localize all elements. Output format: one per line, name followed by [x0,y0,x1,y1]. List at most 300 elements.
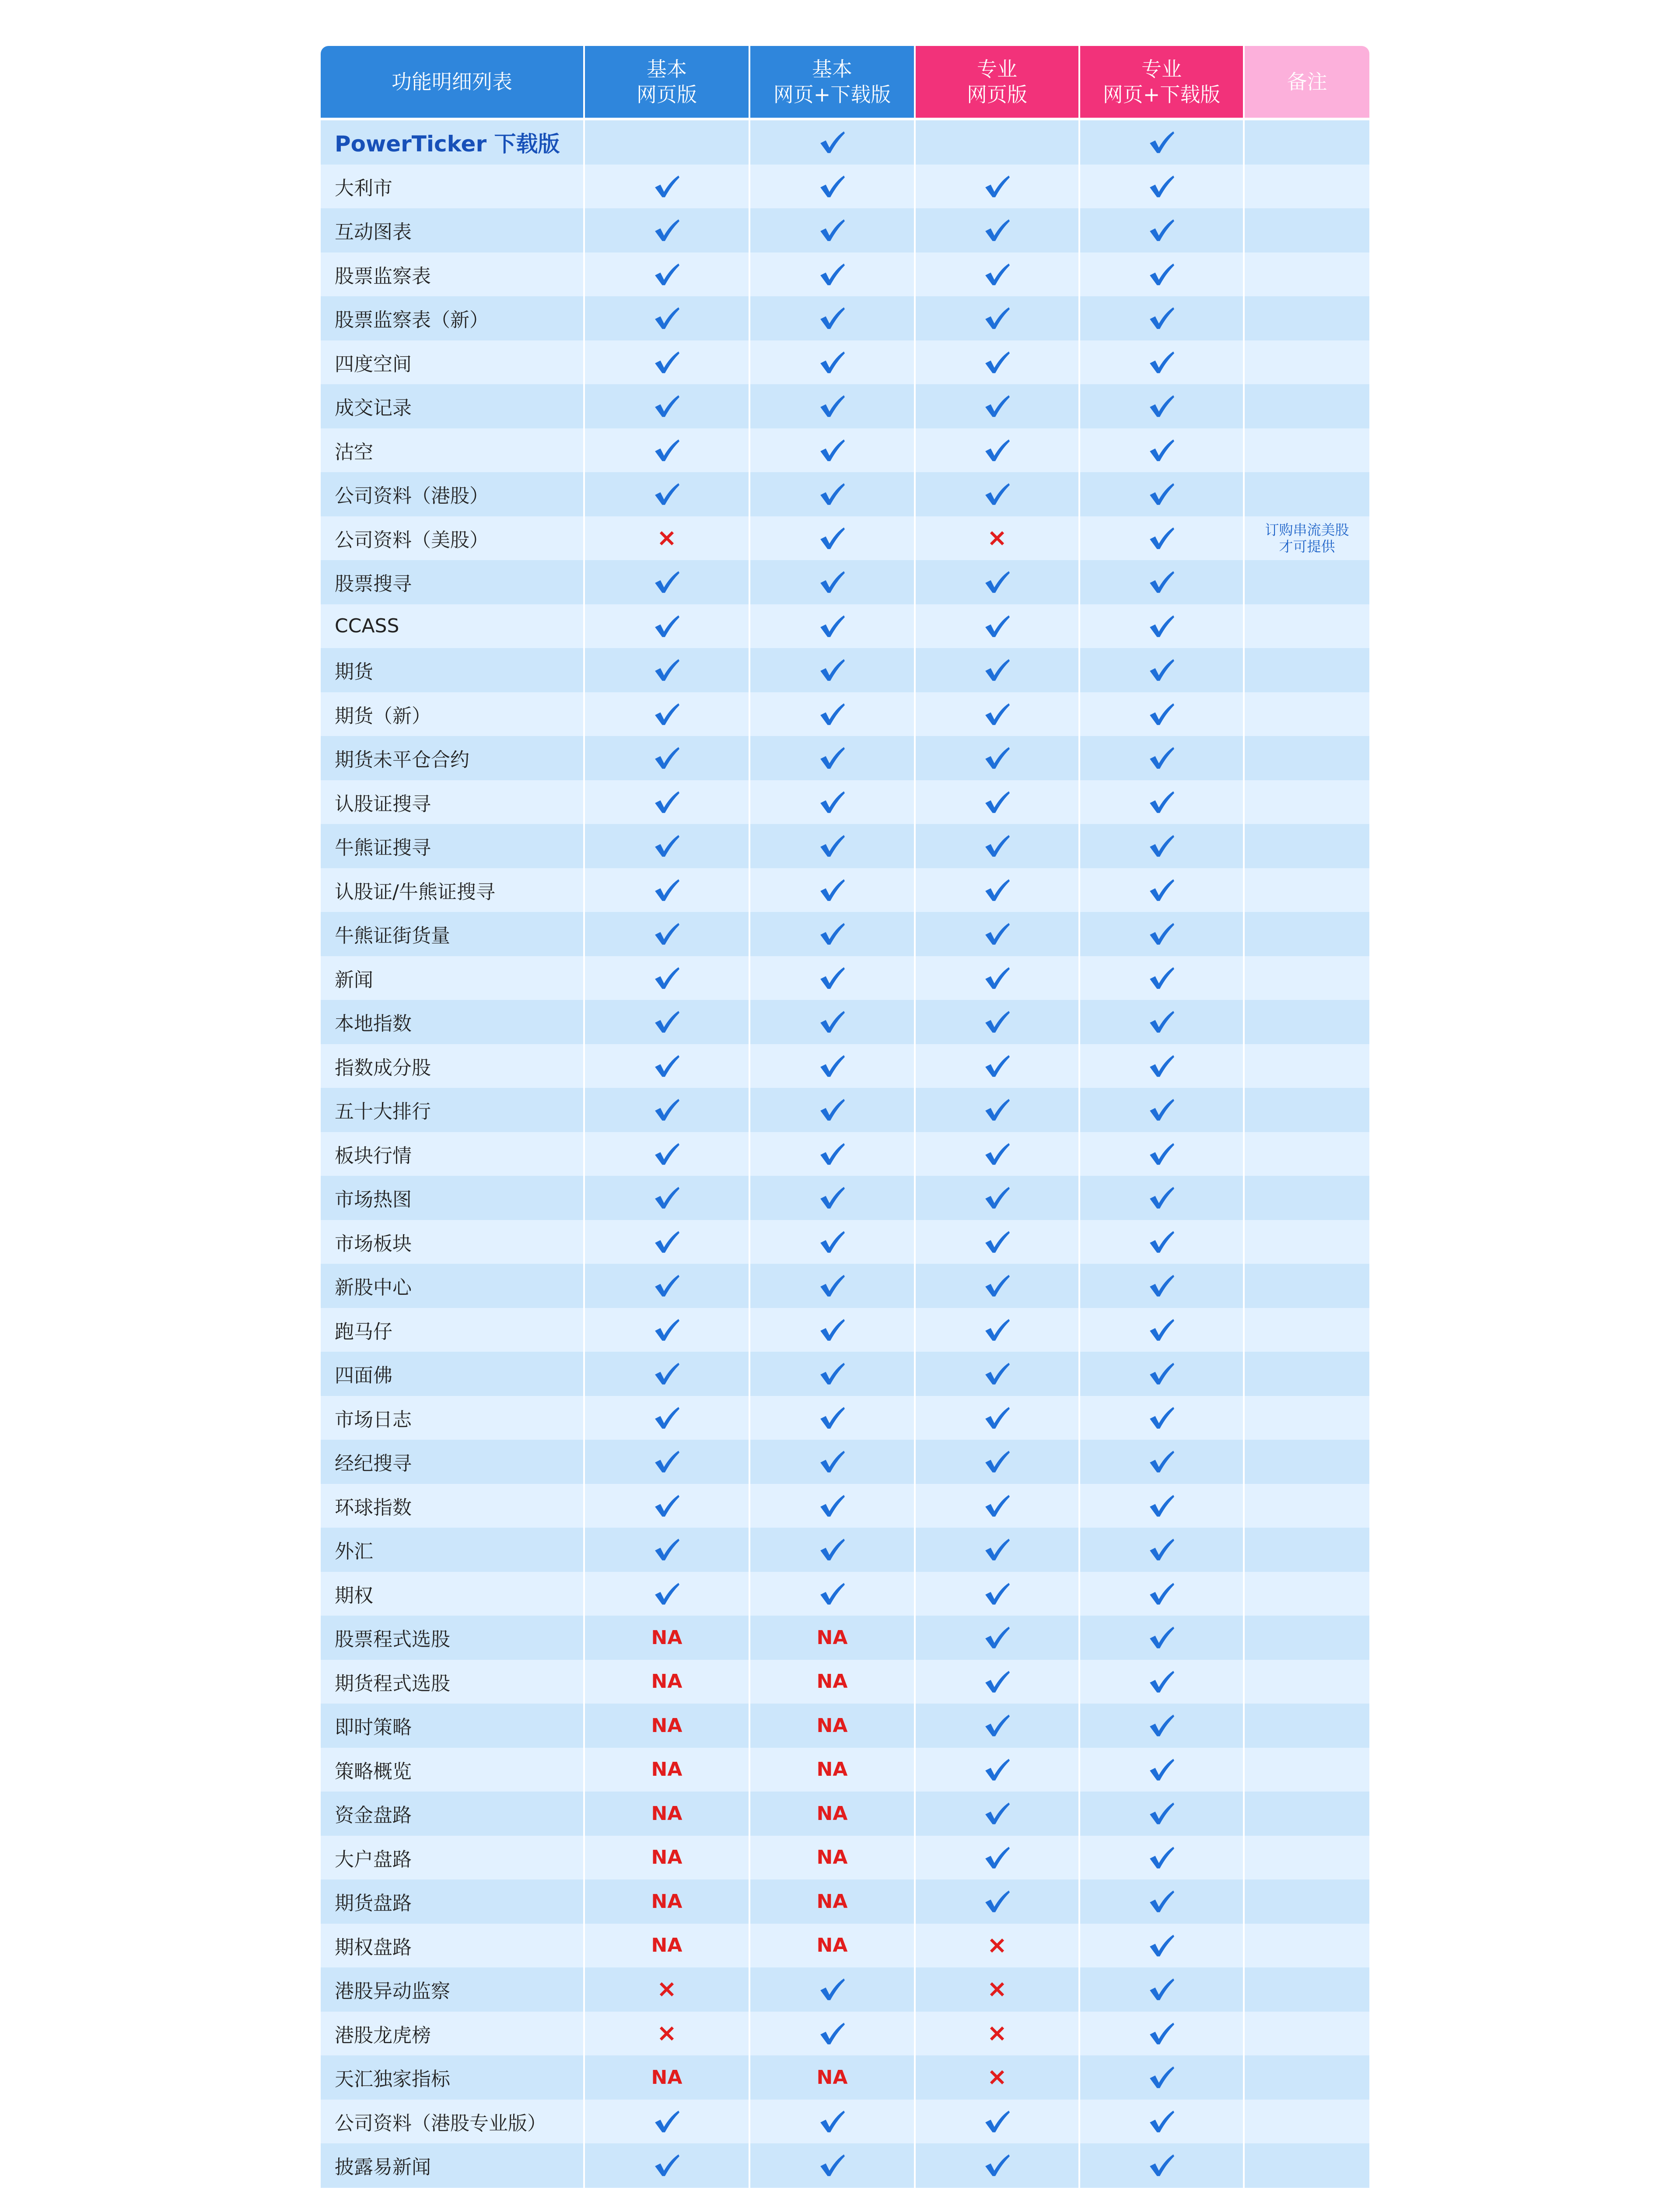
feature-name: 指数成分股 [321,1044,583,1088]
table-row [321,296,1369,340]
feature-name: 股票搜寻 [321,560,583,604]
check-icon [984,833,1011,859]
remark-cell [1243,428,1369,473]
availability-cell [749,428,914,473]
check-icon [1148,1845,1175,1870]
check-icon [653,481,680,507]
cross-icon [987,528,1007,548]
table-row [321,912,1369,956]
check-icon [1148,1273,1175,1298]
check-icon [819,789,846,815]
header-remarks-label: 备注 [1287,70,1327,94]
availability-cell [914,1308,1078,1352]
na-label: NA [816,1934,848,1957]
availability-cell [914,1088,1078,1132]
availability-cell [1078,912,1243,956]
check-icon [653,1361,680,1386]
check-icon [1148,1889,1175,1914]
feature-name: 沽空 [321,428,583,473]
availability-cell [914,1792,1078,1836]
availability-cell [583,1132,749,1176]
remark-cell [1243,604,1369,649]
na-label: NA [651,1934,682,1957]
check-icon [984,1141,1011,1167]
remark-cell [1243,1352,1369,1396]
availability-cell [1078,384,1243,428]
remark-cell [1243,384,1369,428]
availability-cell [914,1836,1078,1880]
check-icon [653,1097,680,1122]
remark-cell [1243,1748,1369,1792]
availability-cell [1078,1264,1243,1308]
availability-cell [1078,340,1243,385]
check-icon [1148,350,1175,375]
table-row [321,384,1369,428]
availability-cell [914,868,1078,912]
availability-cell [749,1616,914,1660]
table-row [321,428,1369,473]
check-icon [653,1053,680,1079]
availability-cell [914,252,1078,297]
check-icon [1148,1097,1175,1122]
remark-cell [1243,1792,1369,1836]
availability-cell [1078,1044,1243,1088]
feature-name: 期货程式选股 [321,1660,583,1704]
check-icon [984,174,1011,199]
availability-cell [583,692,749,736]
availability-cell [583,1924,749,1968]
cross-icon [987,2023,1007,2044]
feature-name: 五十大排行 [321,1088,583,1132]
remark-text: 订购串流美股 [1265,521,1349,538]
check-icon [653,1405,680,1431]
availability-cell [749,1220,914,1264]
check-icon [653,1273,680,1298]
check-icon [984,1317,1011,1343]
availability-cell [1078,1484,1243,1528]
table-row [321,736,1369,780]
remark-cell [1243,252,1369,297]
check-icon [819,1185,846,1210]
availability-cell [1078,736,1243,780]
remark-cell [1243,692,1369,736]
availability-cell [749,2100,914,2144]
availability-cell [749,2055,914,2100]
remark-cell [1243,1836,1369,1880]
check-icon [984,789,1011,815]
availability-cell [1078,2055,1243,2100]
remark-cell [1243,2143,1369,2188]
check-icon [819,350,846,375]
na-label: NA [816,1758,848,1781]
check-icon [1148,1405,1175,1431]
availability-cell [583,120,749,165]
availability-cell [583,428,749,473]
table-row [321,208,1369,252]
check-icon [653,1449,680,1474]
header-line1: 专业 [977,57,1017,81]
feature-name: 股票程式选股 [321,1616,583,1660]
table-row [321,1792,1369,1836]
availability-cell [914,1748,1078,1792]
check-icon [653,2153,680,2178]
remark-cell [1243,1044,1369,1088]
availability-cell [1078,780,1243,824]
remark-cell [1243,1572,1369,1616]
check-icon [819,833,846,859]
availability-cell [914,912,1078,956]
check-icon [984,305,1011,331]
check-icon [819,1449,846,1474]
table-row [321,1660,1369,1704]
check-icon [1148,1669,1175,1694]
table-row [321,956,1369,1000]
availability-cell [914,2012,1078,2056]
availability-cell [914,780,1078,824]
availability-cell [749,1132,914,1176]
feature-name: 板块行情 [321,1132,583,1176]
header-line1: 基本 [812,57,852,81]
availability-cell [1078,560,1243,604]
na-label: NA [651,1670,682,1693]
availability-cell [914,1352,1078,1396]
availability-cell [1078,120,1243,165]
header-line2: 网页版 [967,83,1027,106]
check-icon [1148,789,1175,815]
availability-cell [1078,252,1243,297]
feature-name: 即时策略 [321,1704,583,1748]
check-icon [819,745,846,771]
table-row [321,252,1369,297]
table-row [321,1440,1369,1484]
cross-icon [987,2067,1007,2087]
check-icon [819,921,846,947]
check-icon [984,1229,1011,1255]
availability-cell [1078,1792,1243,1836]
header-line2: 网页+下载版 [1102,83,1221,106]
table-row [321,1967,1369,2012]
na-label: NA [816,1626,848,1649]
feature-name: CCASS [321,604,583,649]
remark-cell [1243,824,1369,868]
check-icon [1148,393,1175,419]
table-row [321,648,1369,692]
feature-name: 外汇 [321,1528,583,1572]
availability-cell [1078,1967,1243,2012]
availability-cell [583,1572,749,1616]
availability-cell [1078,1836,1243,1880]
availability-cell [749,824,914,868]
check-icon [1148,481,1175,507]
na-label: NA [651,2066,682,2089]
availability-cell [749,1836,914,1880]
availability-cell [914,736,1078,780]
availability-cell [1078,1440,1243,1484]
table-row [321,604,1369,649]
feature-name: 期货 [321,648,583,692]
availability-cell [914,1396,1078,1440]
availability-cell [1078,692,1243,736]
availability-cell [1078,472,1243,516]
availability-cell [583,1000,749,1044]
availability-cell [749,208,914,252]
remark-cell [1243,1264,1369,1308]
check-icon [984,1493,1011,1518]
table-row [321,824,1369,868]
availability-cell [583,384,749,428]
check-icon [1148,2065,1175,2090]
availability-cell [1078,165,1243,209]
remark-cell [1243,736,1369,780]
feature-name: 市场板块 [321,1220,583,1264]
check-icon [819,1977,846,2002]
availability-cell [749,912,914,956]
availability-cell [914,516,1078,561]
check-icon [984,745,1011,771]
check-icon [1148,921,1175,947]
check-icon [1148,1581,1175,1606]
feature-name: 大利市 [321,165,583,209]
table-row [321,1704,1369,1748]
check-icon [1148,614,1175,639]
check-icon [984,1185,1011,1210]
availability-cell [583,2012,749,2056]
remark-cell [1243,472,1369,516]
feature-name: 资金盘路 [321,1792,583,1836]
feature-name: 新股中心 [321,1264,583,1308]
availability-cell [1078,604,1243,649]
availability-cell [583,560,749,604]
availability-cell [583,1704,749,1748]
availability-cell [583,1484,749,1528]
availability-cell [914,1044,1078,1088]
availability-cell [1078,1528,1243,1572]
header-line2: 网页版 [637,83,697,106]
check-icon [1148,1977,1175,2002]
feature-name: 港股龙虎榜 [321,2012,583,2056]
availability-cell [583,2100,749,2144]
table-title-row [321,120,1369,165]
check-icon [984,1449,1011,1474]
check-icon [1148,877,1175,903]
remark-text: 才可提供 [1279,538,1335,555]
availability-cell [583,1044,749,1088]
check-icon [984,1713,1011,1738]
check-icon [1148,657,1175,683]
check-icon [984,1889,1011,1914]
header-basic-web [583,46,749,120]
feature-name: 大户盘路 [321,1836,583,1880]
feature-name: 天汇独家指标 [321,2055,583,2100]
check-icon [819,526,846,551]
availability-cell [914,1660,1078,1704]
remark-cell [1243,1660,1369,1704]
availability-cell [1078,1308,1243,1352]
availability-cell [1078,1616,1243,1660]
check-icon [984,1273,1011,1298]
availability-cell [914,1440,1078,1484]
availability-cell [749,1000,914,1044]
feature-name: 期权盘路 [321,1924,583,1968]
check-icon [819,1097,846,1122]
remark-cell [1243,1484,1369,1528]
availability-cell [749,340,914,385]
availability-cell [749,1792,914,1836]
check-icon [819,1053,846,1079]
check-icon [819,1581,846,1606]
availability-cell [1078,1088,1243,1132]
availability-cell [583,1176,749,1220]
check-icon [1148,305,1175,331]
check-icon [984,393,1011,419]
check-icon [653,1537,680,1562]
availability-cell [914,824,1078,868]
availability-cell [749,1352,914,1396]
availability-cell [583,1792,749,1836]
na-label: NA [651,1802,682,1825]
availability-cell [583,648,749,692]
availability-cell [749,2012,914,2056]
availability-cell [583,296,749,340]
availability-cell [749,384,914,428]
check-icon [1148,2109,1175,2134]
check-icon [984,701,1011,727]
availability-cell [914,208,1078,252]
remark-cell [1243,340,1369,385]
check-icon [653,877,680,903]
check-icon [984,1801,1011,1826]
availability-cell [583,1879,749,1924]
check-icon [984,2153,1011,2178]
availability-cell [1078,1748,1243,1792]
table-row [321,780,1369,824]
availability-cell [583,1220,749,1264]
na-label: NA [816,1802,848,1825]
availability-cell [1078,1220,1243,1264]
check-icon [984,1361,1011,1386]
na-label: NA [816,1670,848,1693]
feature-name: 公司资料（港股） [321,472,583,516]
availability-cell [914,384,1078,428]
feature-comparison [321,46,1369,2188]
check-icon [984,614,1011,639]
check-icon [653,833,680,859]
availability-cell [914,1132,1078,1176]
check-icon [984,481,1011,507]
availability-cell [1078,868,1243,912]
availability-cell [1078,1176,1243,1220]
header-pro-web [914,46,1078,120]
check-icon [1148,1933,1175,1958]
check-icon [1148,130,1175,155]
check-icon [819,1229,846,1255]
remark-cell [1243,956,1369,1000]
check-icon [984,1625,1011,1650]
table-row [321,340,1369,385]
check-icon [1148,1361,1175,1386]
header-line2: 网页+下载版 [773,83,891,106]
na-label: NA [816,1846,848,1869]
availability-cell [1078,296,1243,340]
check-icon [1148,2153,1175,2178]
availability-cell [1078,1132,1243,1176]
table-row [321,1879,1369,1924]
availability-cell [749,1572,914,1616]
remark-cell [1243,560,1369,604]
availability-cell [749,1176,914,1220]
availability-cell [583,1264,749,1308]
check-icon [819,1537,846,1562]
check-icon [984,877,1011,903]
availability-cell [749,1484,914,1528]
availability-cell [583,1352,749,1396]
availability-cell [914,1572,1078,1616]
table-row [321,472,1369,516]
check-icon [653,745,680,771]
check-icon [1148,701,1175,727]
availability-cell [583,2143,749,2188]
check-icon [653,569,680,595]
cross-icon [987,1979,1007,1999]
feature-name: 跑马仔 [321,1308,583,1352]
availability-cell [749,1704,914,1748]
availability-cell [914,2055,1078,2100]
feature-name: 认股证搜寻 [321,780,583,824]
remark-cell [1243,1967,1369,2012]
table-row [321,1264,1369,1308]
availability-cell [914,1484,1078,1528]
availability-cell [583,868,749,912]
check-icon [1148,526,1175,551]
availability-cell [914,2143,1078,2188]
na-label: NA [816,1714,848,1737]
check-icon [984,1537,1011,1562]
check-icon [653,614,680,639]
table-row [321,1528,1369,1572]
remark-cell [1243,1440,1369,1484]
na-label: NA [651,1758,682,1781]
availability-cell [749,780,914,824]
check-icon [819,1493,846,1518]
availability-cell [583,1836,749,1880]
availability-cell [583,824,749,868]
availability-cell [749,604,914,649]
feature-name: 披露易新闻 [321,2143,583,2188]
availability-cell [583,1967,749,2012]
check-icon [819,1405,846,1431]
availability-cell [583,912,749,956]
feature-name: 环球指数 [321,1484,583,1528]
availability-cell [914,2100,1078,2144]
header-feature-list [321,46,583,120]
availability-cell [583,472,749,516]
availability-cell [914,428,1078,473]
availability-cell [1078,1660,1243,1704]
availability-cell [914,1967,1078,2012]
check-icon [984,262,1011,287]
availability-cell [749,648,914,692]
check-icon [819,305,846,331]
check-icon [653,1317,680,1343]
feature-name: 期货未平仓合约 [321,736,583,780]
check-icon [1148,262,1175,287]
table-row [321,1088,1369,1132]
check-icon [1148,1009,1175,1034]
availability-cell [914,956,1078,1000]
check-icon [1148,1713,1175,1738]
feature-name: 四度空间 [321,340,583,385]
table-row [321,560,1369,604]
